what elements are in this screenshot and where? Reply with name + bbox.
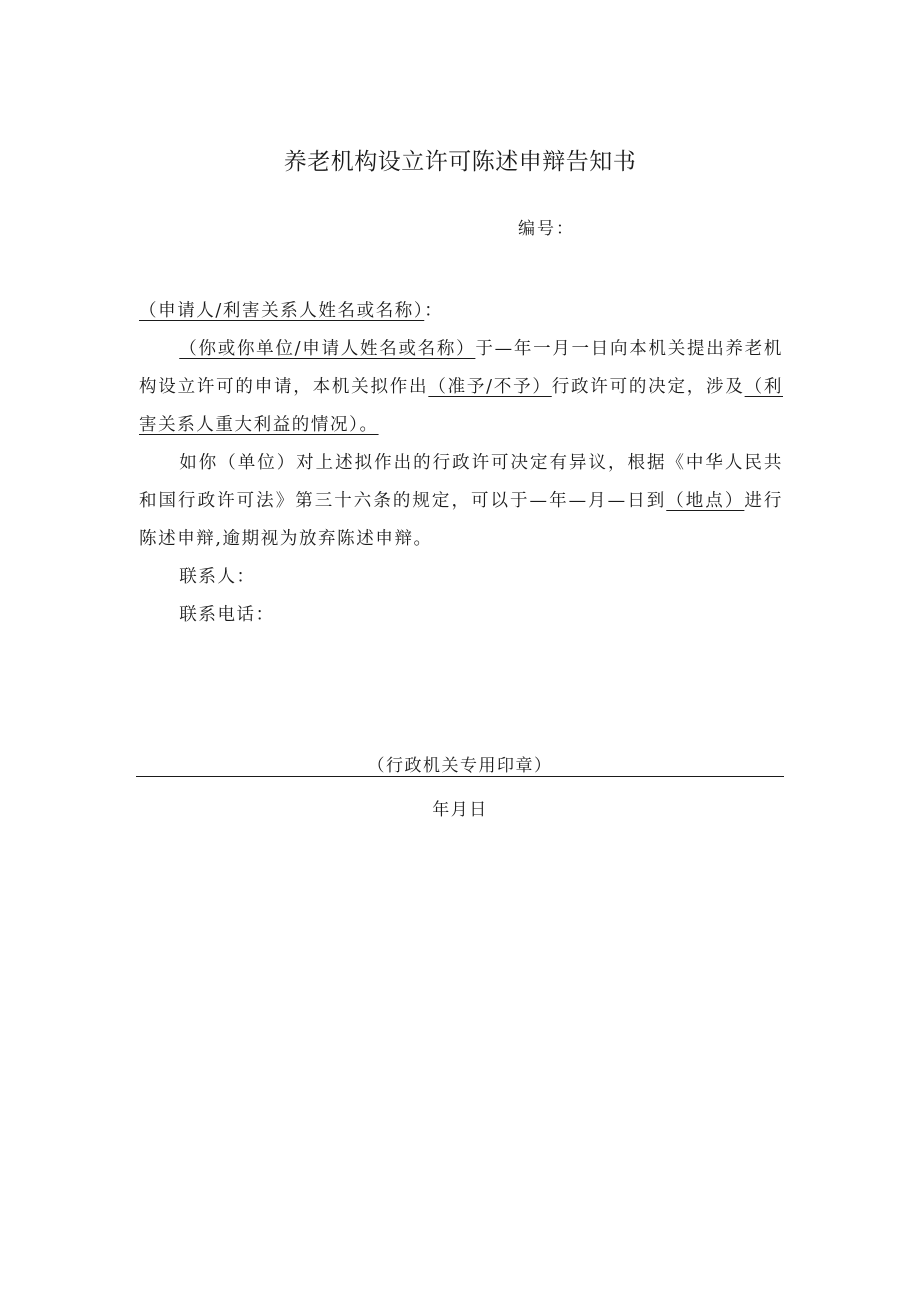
paragraph2-text-b: 进行陈述申辩,逾期视为放弃陈述申辩。 — [139, 491, 784, 549]
addressee-line — [139, 292, 783, 330]
signature-divider — [136, 776, 784, 777]
decision-placeholder: （准予/不予） — [428, 377, 552, 397]
place-placeholder: （地点） — [666, 491, 745, 511]
interest-placeholder: （利害关系人重大利益的情况）。 — [139, 377, 783, 435]
document-title: 养老机构设立许可陈述申辩告知书 — [283, 149, 637, 175]
date-label: 年月日 — [432, 800, 488, 820]
paragraph-application — [139, 330, 783, 444]
paragraph1-text-a: 于—年一月一日向本机关提出养老机构设立许可的申请，本机关拟作出 — [139, 339, 783, 397]
official-seal-label: （行政机关专用印章） — [367, 756, 553, 776]
paragraph1-text-b: 行政许可的决定，涉及 — [551, 377, 745, 397]
contact-person-label: 联系人： — [179, 567, 256, 587]
paragraph-objection — [139, 444, 783, 558]
addressee-colon: ： — [424, 301, 444, 321]
document-number-label: 编号： — [518, 219, 575, 239]
document-body — [139, 292, 783, 634]
paragraph2-text-a: 如你（单位）对上述拟作出的行政许可决定有异议，根据《中华人民共和国行政许可法》第三十六条的规定，可以于—年—月—日到 — [139, 453, 783, 511]
applicant-placeholder: （你或你单位/申请人姓名或名称） — [179, 339, 476, 359]
addressee-name-placeholder: （申请人/利害关系人姓名或名称） — [139, 301, 425, 321]
contact-phone-label: 联系电话： — [179, 605, 275, 625]
